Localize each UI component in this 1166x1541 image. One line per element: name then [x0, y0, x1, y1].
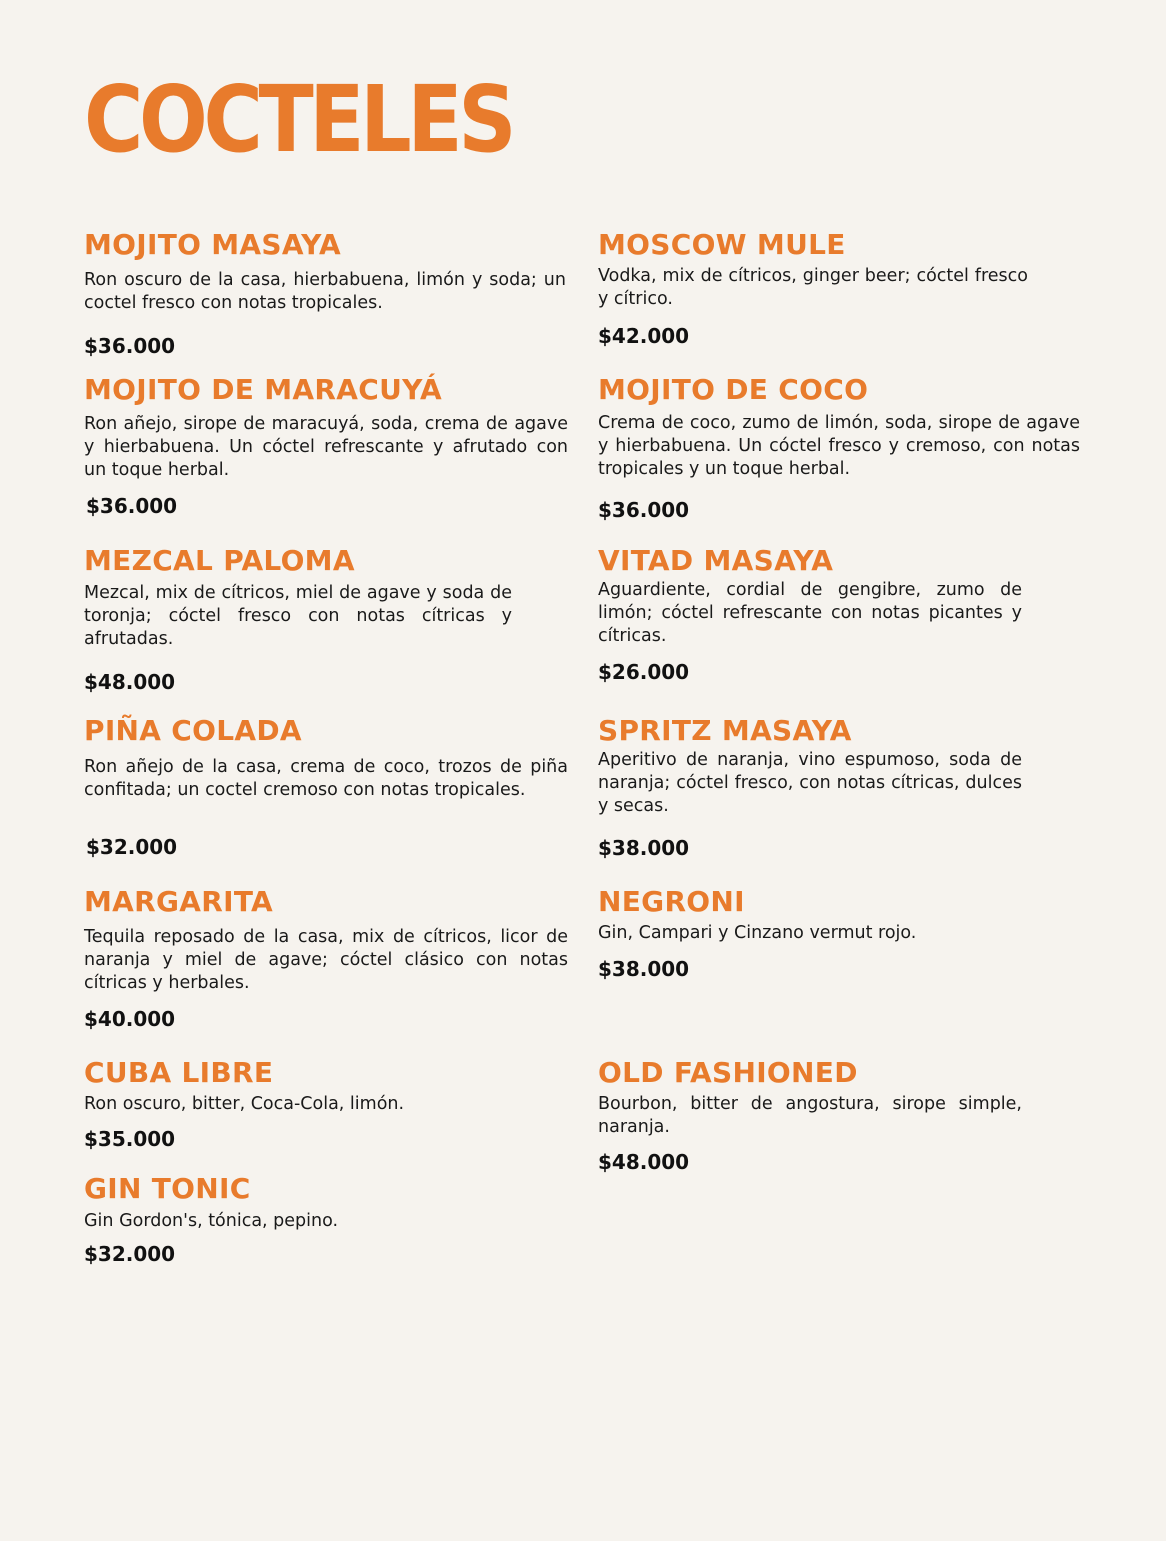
menu-item-price: $42.000: [598, 324, 690, 348]
menu-item-name: NEGRONI: [598, 885, 745, 918]
page-title: COCTELES: [84, 66, 513, 173]
menu-item-price: $26.000: [598, 660, 690, 684]
menu-item-name: MOJITO MASAYA: [84, 228, 342, 261]
menu-item-description: Ron añejo, sirope de maracuyá, soda, crema de agave y hierbabuena. Un cóctel refrescante y afrutado con un toque herbal.: [84, 414, 568, 480]
menu-item-name: MOSCOW MULE: [598, 228, 846, 261]
menu-item-description: Gin, Campari y Cinzano vermut rojo.: [598, 923, 917, 943]
menu-item-price: $48.000: [598, 1150, 690, 1174]
menu-item-vitad-masaya: [598, 545, 1022, 648]
menu-item-mojito-masaya: [84, 229, 566, 315]
menu-item-mojito-de-maracuya: [84, 374, 568, 482]
menu-item-spritz-masaya: [598, 715, 1022, 818]
menu-item-name: VITAD MASAYA: [598, 544, 834, 577]
menu-item-name: MOJITO DE MARACUYÁ: [84, 373, 442, 406]
menu-item-description: Ron oscuro, bitter, Coca-Cola, limón.: [84, 1094, 405, 1114]
menu-item-description: Gin Gordon's, tónica, pepino.: [84, 1211, 339, 1231]
menu-item-pina-colada: [84, 715, 568, 802]
menu-item-price: $32.000: [84, 1242, 176, 1266]
menu-item-description: Mezcal, mix de cítricos, miel de agave y soda de toronja; cóctel fresco con notas cítricas y afrutadas.: [84, 583, 512, 649]
menu-item-name: SPRITZ MASAYA: [598, 714, 852, 747]
menu-item-price: $32.000: [86, 835, 178, 859]
menu-item-name: GIN TONIC: [84, 1172, 251, 1205]
menu-item-description: Crema de coco, zumo de limón, soda, sirope de agave y hierbabuena. Un cóctel fresco y cremoso, con notas tropicales y un toque herbal.: [598, 413, 1080, 479]
menu-item-name: CUBA LIBRE: [84, 1056, 274, 1089]
menu-item-name: OLD FASHIONED: [598, 1056, 858, 1089]
menu-item-price: $36.000: [86, 494, 178, 518]
menu-item-description: Aperitivo de naranja, vino espumoso, soda de naranja; cóctel fresco, con notas cítricas, dulces y secas.: [598, 750, 1022, 816]
menu-item-name: PIÑA COLADA: [84, 714, 302, 747]
menu-item-name: MEZCAL PALOMA: [84, 544, 355, 577]
menu-item-price: $36.000: [598, 498, 690, 522]
menu-item-description: Tequila reposado de la casa, mix de cítricos, licor de naranja y miel de agave; cóctel clásico con notas cítricas y herbales.: [84, 927, 568, 993]
menu-item-price: $40.000: [84, 1007, 176, 1031]
menu-item-negroni: [598, 886, 1022, 945]
menu-item-price: $38.000: [598, 957, 690, 981]
menu-item-margarita: [84, 886, 568, 995]
menu-item-moscow-mule: [598, 229, 1028, 311]
menu-item-price: $35.000: [84, 1127, 176, 1151]
menu-item-mojito-de-coco: [598, 374, 1080, 481]
menu-item-description: Ron añejo de la casa, crema de coco, trozos de piña confitada; un coctel cremoso con notas tropicales.: [84, 757, 568, 800]
menu-item-gin-tonic: [84, 1173, 568, 1233]
menu-item-price: $38.000: [598, 836, 690, 860]
menu-item-price: $36.000: [84, 334, 176, 358]
menu-item-mezcal-paloma: [84, 545, 512, 651]
menu-item-description: Bourbon, bitter de angostura, sirope simple, naranja.: [598, 1094, 1022, 1137]
menu-item-description: Ron oscuro de la casa, hierbabuena, limón y soda; un coctel fresco con notas tropicales.: [84, 270, 566, 313]
menu-item-description: Aguardiente, cordial de gengibre, zumo de limón; cóctel refrescante con notas picantes y cítricas.: [598, 580, 1022, 646]
menu-item-price: $48.000: [84, 670, 176, 694]
menu-item-cuba-libre: [84, 1057, 568, 1116]
menu-item-old-fashioned: [598, 1057, 1022, 1139]
menu-item-name: MARGARITA: [84, 885, 274, 918]
menu-item-name: MOJITO DE COCO: [598, 373, 869, 406]
menu-item-description: Vodka, mix de cítricos, ginger beer; cóctel fresco y cítrico.: [598, 266, 1028, 309]
